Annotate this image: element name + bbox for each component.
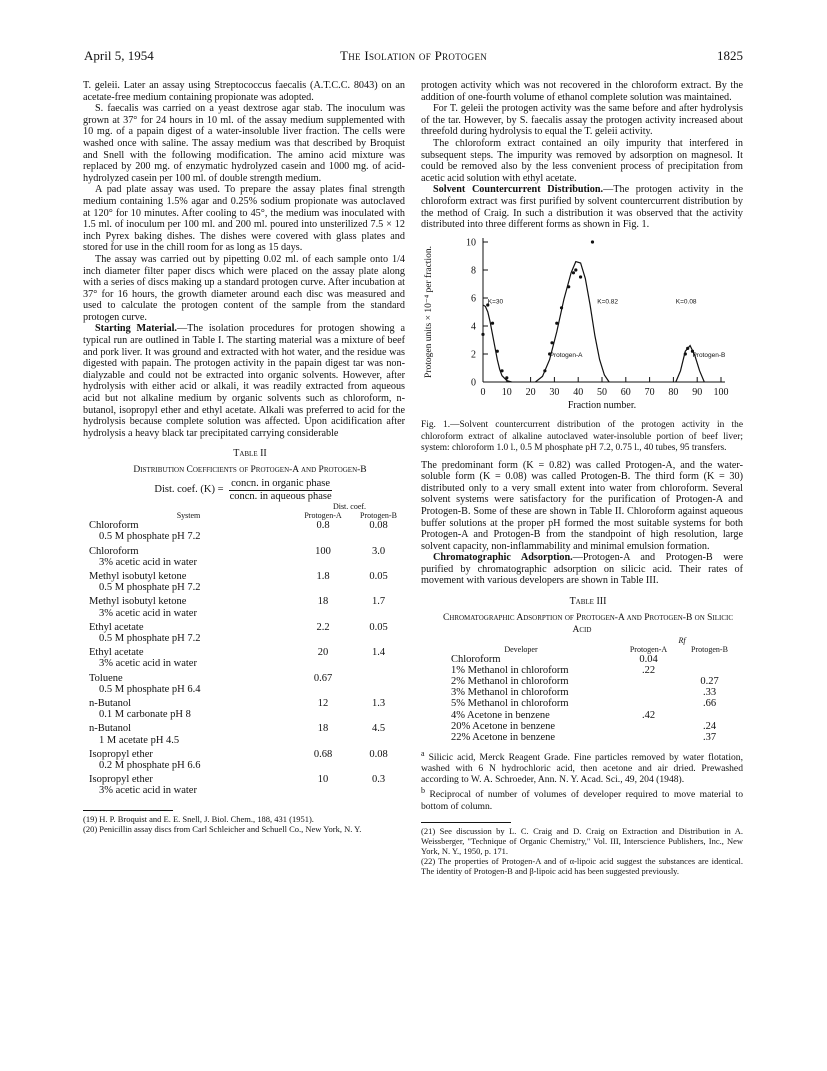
table3-col-group: Rf [678,635,686,645]
protogen-b-cell: 1.3 [371,698,386,710]
data-point [500,369,503,372]
y-tick-label: 10 [466,237,476,249]
annotation-protogen-b: Protogen-B [692,351,726,359]
protogen-b-cell: .33 [702,687,717,699]
footnote-rule [83,810,173,811]
table-row [83,546,405,557]
table-row-sub [83,709,405,720]
y-tick-label: 4 [471,321,476,333]
table3-label: Table III [569,596,607,608]
table-row-sub [83,608,405,619]
x-tick-label: 90 [692,386,703,398]
table-row [83,647,405,658]
y-tick-label: 2 [471,349,476,361]
paragraph: T. geleii. Later an assay using Streptococcus faecalis (A.T.C.C. 8043) on an acetate-free medium containing propionate was adopted. [83,80,405,103]
protogen-a-cell: 20 [317,647,329,659]
table-row-sub [83,760,405,771]
system-cell: n-Butanol [89,723,131,735]
system-cell: Methyl isobutyl ketone [89,596,187,608]
table2-caption: Distribution Coefficients of Protogen-A and Protogen-B [133,465,367,475]
paragraph: The predominant form (K = 0.82) was called Protogen-A, and the water-soluble form (K = 0.08) was called Protogen-B. The third form (K = 30) distributed only to a very small extent into water from chloroform. Several solvent systems were satisfactory for the purification of Protogen-A and Protogen-B. Some of these are shown in Table II. Chloroform against aqueous buffer solutions at the proper pH formed the most suitable systems for both Protogen-A and Protogen-B from the standpoint of high resolution, large solvent capacity, non-inflammability and minimal emulsion formation. [421,459,743,552]
paragraph [421,552,743,587]
protogen-a-cell: 0.68 [313,748,333,760]
protogen-b-cell: 0.08 [369,520,388,532]
data-point [686,347,689,350]
table-row [83,622,405,633]
x-tick-label: 0 [480,386,486,398]
section-heading: Starting Material. [95,323,177,335]
page-number: 1825 [717,48,743,63]
y-axis-label: Protogen units × 10⁻⁴ per fraction. [424,245,434,378]
table-row [83,673,405,684]
developer-cell: 5% Methanol in chloroform [451,698,569,710]
table-row [83,723,405,734]
paragraph: A pad plate assay was used. To prepare the assay plates final strength medium containing 1.5% agar and 0.25% sodium propionate was autoclaved at 120° for 10 minutes. After cooling to 45°, the medium was inoculated with 1.5 ml. of inoculum per 100 ml. and 200 ml. poured into unsterilized 7.5 × 12 inch Pyrex baking dishes. The dishes were covered with glass plates and stored for use in the chill room for as long as 15 days. [83,184,405,254]
note-text: Silicic acid, Merck Reagent Grade. Fine particles removed by water flotation, washed with 6 N hydrochloric acid, then acetone and air dried. Prewashed according to W. A. Schroeder, Ann. N. Y. Acad. Sci., 49, 204 (1948). [421,752,743,786]
data-point [491,321,494,324]
paragraph: protogen activity which was not recovered in the chloroform extract. By the addition of one-fourth volume of ethanol complete solution was maintained. [421,80,743,103]
table-row [83,749,405,760]
protogen-a-cell: 0.8 [316,520,330,532]
protogen-a-cell [621,676,676,687]
k30-curve [483,305,512,382]
formula-fraction [228,478,334,502]
x-tick-label: 50 [597,386,607,398]
system-sub-cell: 3% acetic acid in water [99,607,197,619]
system-sub-cell: 3% acetic acid in water [99,658,197,670]
protogen-a-cell: 1.8 [316,571,330,582]
system-cell: Isopropyl ether [89,774,153,786]
table-row-sub [83,582,405,593]
data-point [496,349,499,352]
x-axis-label: Fraction number. [567,399,637,411]
table3-col-b: Protogen-B [691,644,728,654]
data-point [579,275,582,278]
table-row [421,698,743,709]
table-row-sub [83,557,405,568]
y-tick-label: 8 [471,265,476,277]
data-point [543,369,546,372]
protogen-a-cell: 100 [315,545,331,557]
table3-note-a: $^a$ Silicic acid, Merck Reagent Grade. Fine particles removed by water flotation, washed with 6 N hydrochloric acid, then acetone and air dried. Prewashed according to W. A. Schroeder, Ann. N. Y. Acad. Sci., 49, 204 (1948). [421,749,743,786]
table-row [421,687,743,698]
protogen-b-cell: 1.7 [371,596,386,608]
protogen-a-cell [621,721,676,732]
system-cell: Methyl isobutyl ketone [89,571,187,582]
system-sub-cell: 0.5 M phosphate pH 7.2 [99,633,201,645]
data-point [684,352,687,355]
table2-col-group: Dist. coef. [332,502,367,512]
formula-denominator: concn. in aqueous phase [229,490,332,502]
x-tick-label: 40 [573,386,584,398]
table2-col-system: System [176,511,201,521]
protogen-b-cell: 0.3 [371,774,386,786]
protogen-a-curve [535,261,609,381]
system-sub-cell: 3% acetic acid in water [99,556,197,568]
data-point [560,306,563,309]
table-row [83,698,405,709]
protogen-b-cell [676,710,743,721]
note-text: Reciprocal of number of volumes of developer required to move material to bottom of column. [421,789,743,812]
system-sub-cell: 3% acetic acid in water [99,785,197,797]
protogen-a-cell: 18 [317,596,329,608]
system-cell: Chloroform [89,545,139,557]
x-tick-label: 30 [549,386,560,398]
table-row-sub [83,785,405,796]
paragraph-text: —The isolation procedures for protogen showing a typical run are outlined in Table I. The starting material was a mixture of beef and pork liver. It was ground and extracted with hot water, and the residue was digested with papain. The protogen activity in the papain digest tar was non-dialyzable and could not be extracted into organic solvents. However, after hydrolysis with either acid or alkali, it was readily extracted from aqueous acid but not alkaline medium by organic solvents such as chloroform, n-butanol, isopropyl ether and ethyl acetate. Alkali was preferred to acid for the hydrolysis because complete solution was affected. Upon acidification after hydrolysis a heavy black tar precipitated carrying considerable [83,323,405,439]
section-heading: Solvent Countercurrent Distribution. [433,184,604,196]
table2-col-b: Protogen-B [360,511,397,521]
paragraph-text: —The protogen activity in the chloroform extract was first purified by solvent countercurrent distribution by the method of Craig. In such a distribution it was observed that the activity distributed into three different forms as shown in Fig. 1. [421,184,743,231]
paragraph-text: —Protogen-A and Protogen-B were purified by chromatographic adsorption on silicic acid. Their rates of movement with various developers are shown in Table III. [421,552,743,587]
data-point [550,341,553,344]
footnote-19: (19) H. P. Broquist and E. E. Snell, J. Biol. Chem., 188, 431 (1951). [83,813,314,824]
section-heading: Chromatographic Adsorption. [433,552,573,564]
table-row [421,710,743,721]
protogen-a-cell: 0.67 [313,672,333,684]
table2-label: Table II [233,448,267,460]
system-sub-cell: 0.5 M phosphate pH 6.4 [99,683,201,695]
formula-numerator: concn. in organic phase [231,478,331,489]
developer-cell: 20% Acetone in benzene [451,720,556,732]
system-sub-cell: 0.5 M phosphate pH 7.2 [99,582,201,594]
protogen-a-cell: 12 [317,698,329,710]
protogen-b-cell: 0.05 [369,621,388,633]
figure-1-caption: Fig. 1.—Solvent countercurrent distribution of the protogen activity in the chloroform extract of alkaline autoclaved water-insoluble portion of beef liver; system: chloroform 1.0 l., 0.5 M phosphate pH 7.2, 0.75 l., 40 tubes, 95 transfers. [421,420,743,454]
paragraph: S. faecalis was carried on a yeast dextrose agar stab. The inoculum was grown at 37° for 24 hours in 10 ml. of the assay medium supplemented with 10 mg. of a papain digest of a water-insoluble liver fraction. The cells were washed once with saline. The assay medium was that described by Broquist and Snell with the following modification. The amino acid mixture was replaced by 200 mg. of enzymatic hydrolyzed casein and 1000 mg. of acid-hydrolyzed casein per 100 ml. of double strength medium. [83,103,405,184]
x-tick-label: 70 [644,386,655,398]
dist-coef-formula [83,478,405,502]
protogen-b-cell: .37 [702,732,717,744]
protogen-b-cell: 4.5 [371,723,386,735]
protogen-a-cell: .42 [641,709,656,721]
x-tick-label: 10 [501,386,512,398]
table-row-sub [83,684,405,695]
system-sub-cell: 0.2 M phosphate pH 6.6 [99,760,201,772]
protogen-a-cell: .22 [641,664,656,676]
annotation-k30: K=30 [487,298,504,306]
system-cell: Chloroform [89,520,139,532]
footnote-22: (22) The properties of Protogen-A and of α-lipoic acid suggest the substances are identical. The identity of Protogen-B and β-lipoic acid has been suggested previously. [421,855,743,876]
figure-1-chart [421,234,743,414]
protogen-b-cell: .66 [702,698,717,710]
protogen-a-cell: 18 [317,723,329,735]
protogen-b-cell: 3.0 [371,545,386,557]
y-tick-label: 6 [471,293,476,305]
data-point [505,376,508,379]
data-point [555,321,558,324]
developer-cell: 4% Acetone in benzene [451,709,550,721]
developer-cell: Chloroform [451,653,501,665]
table2 [83,502,405,799]
table-row-sub [83,658,405,669]
developer-cell: 2% Methanol in chloroform [451,676,569,688]
system-cell: Isopropyl ether [89,748,153,760]
annotation-protogen-a: Protogen-A [549,351,583,359]
data-point [591,240,594,243]
data-point [567,285,570,288]
annotation-k008: K=0.08 [675,298,697,306]
protogen-b-cell: 1.4 [371,647,386,659]
paragraph [83,323,405,439]
x-tick-label: 80 [668,386,679,398]
protogen-b-cell: 0.05 [369,571,388,582]
table2-col-a: Protogen-A [304,511,342,521]
developer-cell: 22% Acetone in benzene [451,732,556,744]
protogen-b-cell [352,673,405,684]
table-row [83,571,405,582]
system-cell: Toluene [89,672,123,684]
data-point [481,333,484,336]
x-tick-label: 20 [525,386,536,398]
system-cell: Ethyl acetate [89,647,144,659]
header-title: The Isolation of Protogen [339,48,488,63]
protogen-a-cell [621,732,676,743]
protogen-a-cell [621,698,676,709]
system-sub-cell: 0.1 M carbonate pH 8 [99,709,191,721]
x-tick-label: 100 [713,386,729,398]
paragraph [421,184,743,230]
footnote-rule [421,822,511,823]
paragraph: The assay was carried out by pipetting 0.02 ml. of each sample onto 1/4 inch diameter filter paper discs which were placed on the assay plate along with a series of discs making up a standard protogen curve. After incubation at 37° for 16 hours, the growth diameter around each disc was measured and used to calculate the protogen content of the sample from the standard protogen curve. [83,253,405,323]
y-tick-label: 0 [471,377,476,389]
formula-lhs: Dist. coef. (K) = [154,484,224,496]
paragraph: For T. geleii the protogen activity was the same before and after hydrolysis of the tar. However, by S. faecalis assay the protogen activity increased about threefold during hydrolysis to equal the T. geleii activity. [421,103,743,138]
protogen-b-cell [676,665,743,676]
protogen-b-cell: .24 [702,720,717,732]
footnote-20: (20) Penicillin assay discs from Carl Schleicher and Schuell Co., New York, N. Y. [83,823,362,834]
table3 [421,636,743,744]
system-cell: Ethyl acetate [89,621,144,633]
protogen-b-cell: 0.27 [700,676,719,688]
table-row [421,665,743,676]
protogen-a-cell: 0.04 [639,653,658,665]
annotation-k082: K=0.82 [597,298,619,306]
footnote-21: (21) See discussion by L. C. Craig and D. Craig on Extraction and Distribution in A. Weissberger, "Technique of Organic Chemistry," Vol. III, Interscience Publishers, Inc., New York, N. Y., 1950, p. 171. [421,825,743,856]
header-date: April 5, 1954 [84,48,154,63]
paragraph: The chloroform extract contained an oily impurity that interfered in subsequent steps. The impurity was removed by adsorption on magnesol. It could be removed also by the less convenient process of precipitation from acetic acid solution with ethyl acetate. [421,137,743,184]
table-row [421,654,743,665]
table-row [421,676,743,687]
protogen-a-cell: 10 [317,774,329,786]
data-point [574,268,577,271]
protogen-a-cell [621,687,676,698]
table-row-sub [83,633,405,644]
system-cell: n-Butanol [89,698,131,710]
table3-col-dev: Developer [504,644,538,654]
data-point [572,271,575,274]
protogen-a-cell: 2.2 [316,621,330,633]
x-tick-label: 60 [620,386,631,398]
system-sub-cell: 0.5 M phosphate pH 7.2 [99,531,201,543]
table3-caption: Chromatographic Adsorption of Protogen-A and Protogen-B on Silicic Acid [442,612,734,635]
table3-note-b: $^b$ Reciprocal of number of volumes of developer required to move material to bottom of column. [421,786,743,812]
left-column [83,80,405,834]
system-sub-cell: 1 M acetate pH 4.5 [99,734,180,746]
table-row [83,520,405,531]
table3-col-a: Protogen-A [629,644,668,654]
developer-cell: 1% Methanol in chloroform [451,664,569,676]
table-row [83,596,405,607]
table-row [421,721,743,732]
table-row-sub [83,735,405,746]
developer-cell: 3% Methanol in chloroform [451,687,569,699]
table-row-sub [83,531,405,542]
protogen-b-cell [676,654,743,665]
protogen-b-cell: 0.08 [369,748,388,760]
right-column [421,80,743,876]
table-row [83,774,405,785]
table-row [421,732,743,743]
